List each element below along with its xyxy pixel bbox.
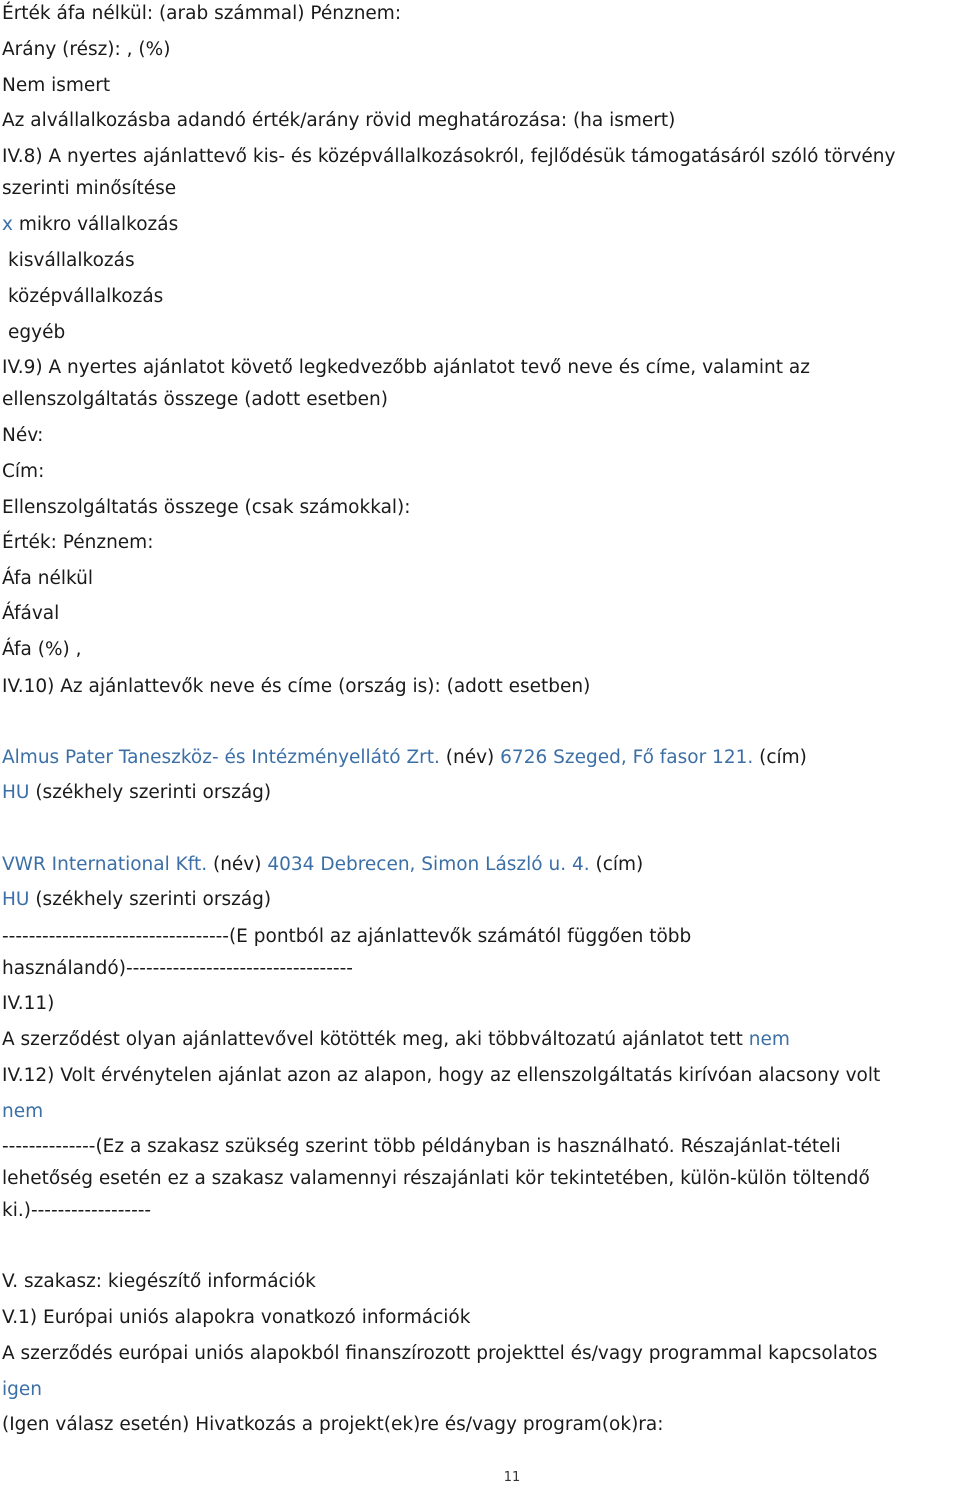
field-consideration-amount: Ellenszolgáltatás összege (csak számokkal): xyxy=(2,497,411,518)
section-iv11-heading: IV.11) xyxy=(2,993,55,1014)
section-iv8-heading-cont: szerinti minősítése xyxy=(2,178,177,199)
bidder-1-name: Almus Pater Taneszköz- és Intézményellátó Zrt. xyxy=(2,747,440,768)
field-with-vat: Áfával xyxy=(2,603,60,624)
option-other: egyéb xyxy=(8,322,66,343)
section-iv9-heading-cont: ellenszolgáltatás összege (adott esetben) xyxy=(2,389,388,410)
page-number: 11 xyxy=(503,1470,521,1485)
bidder-2-address: 4034 Debrecen, Simon László u. 4. xyxy=(267,854,590,875)
field-without-vat: Áfa nélkül xyxy=(2,568,93,589)
section-note-cont-2: ki.)------------------ xyxy=(2,1200,152,1221)
field-value-currency: Érték: Pénznem: xyxy=(2,532,154,553)
separator-note-cont: használandó)---------------------------------- xyxy=(2,958,353,979)
section-v1-heading: V.1) Európai uniós alapokra vonatkozó információk xyxy=(2,1307,471,1328)
bidder-2-country-code: HU xyxy=(2,889,30,910)
section-v1-reference: (Igen válasz esetén) Hivatkozás a projekt(ek)re és/vagy program(ok)ra: xyxy=(2,1414,664,1435)
section-iv12-heading: IV.12) Volt érvénytelen ajánlat azon az alapon, hogy az ellenszolgáltatás kirívóan alacsony volt xyxy=(2,1065,881,1086)
section-v-heading: V. szakasz: kiegészítő információk xyxy=(2,1271,316,1292)
bidder-1-name-address: Almus Pater Taneszköz- és Intézményellátó Zrt. (név) 6726 Szeged, Fő fasor 121. (cím) xyxy=(2,747,807,768)
bidder-2-country: HU (székhely szerinti ország) xyxy=(2,889,272,910)
section-v1-answer: igen xyxy=(2,1379,42,1400)
bidder-1-country: HU (székhely szerinti ország) xyxy=(2,782,272,803)
field-vat-percent: Áfa (%) , xyxy=(2,639,82,660)
option-medium-enterprise: középvállalkozás xyxy=(8,286,164,307)
line-subcontract-description: Az alvállalkozásba adandó érték/arány rövid meghatározása: (ha ismert) xyxy=(2,110,676,131)
field-name: Név: xyxy=(2,425,44,446)
bidder-1-address: 6726 Szeged, Fő fasor 121. xyxy=(500,747,754,768)
section-iv9-heading: IV.9) A nyertes ajánlatot követő legkedvezőbb ajánlatot tevő neve és címe, valamint az xyxy=(2,357,810,378)
answer-value: nem xyxy=(748,1029,790,1050)
line-ratio: Arány (rész): , (%) xyxy=(2,39,171,60)
separator-note: ----------------------------------(E pontból az ajánlattevők számától függően több xyxy=(2,926,692,947)
selected-mark: x xyxy=(2,214,13,235)
section-iv8-heading: IV.8) A nyertes ajánlattevő kis- és középvállalkozásokról, fejlődésük támogatásáról szóló törvény xyxy=(2,146,896,167)
bidder-2-name-address: VWR International Kft. (név) 4034 Debrecen, Simon László u. 4. (cím) xyxy=(2,854,644,875)
field-address: Cím: xyxy=(2,461,45,482)
bidder-2-name: VWR International Kft. xyxy=(2,854,208,875)
line-not-known: Nem ismert xyxy=(2,75,111,96)
section-note: --------------(Ez a szakasz szükség szerint több példányban is használható. Részajánlat-tételi xyxy=(2,1136,841,1157)
option-micro-enterprise: x mikro vállalkozás xyxy=(2,214,179,235)
section-note-cont-1: lehetőség esetén ez a szakasz valamennyi részajánlati kör tekintetében, külön-külön töltendő xyxy=(2,1168,870,1189)
line-value-without-vat: Érték áfa nélkül: (arab számmal) Pénznem: xyxy=(2,3,402,24)
section-iv12-answer: nem xyxy=(2,1101,44,1122)
option-small-enterprise: kisvállalkozás xyxy=(8,250,135,271)
section-v1-question: A szerződés európai uniós alapokból finanszírozott projekttel és/vagy programmal kapcsolatos xyxy=(2,1343,878,1364)
section-iv11-answer: A szerződést olyan ajánlattevővel kötötték meg, aki többváltozatú ajánlatot tett nem xyxy=(2,1029,790,1050)
bidder-1-country-code: HU xyxy=(2,782,30,803)
section-iv10-heading: IV.10) Az ajánlattevők neve és címe (ország is): (adott esetben) xyxy=(2,676,591,697)
